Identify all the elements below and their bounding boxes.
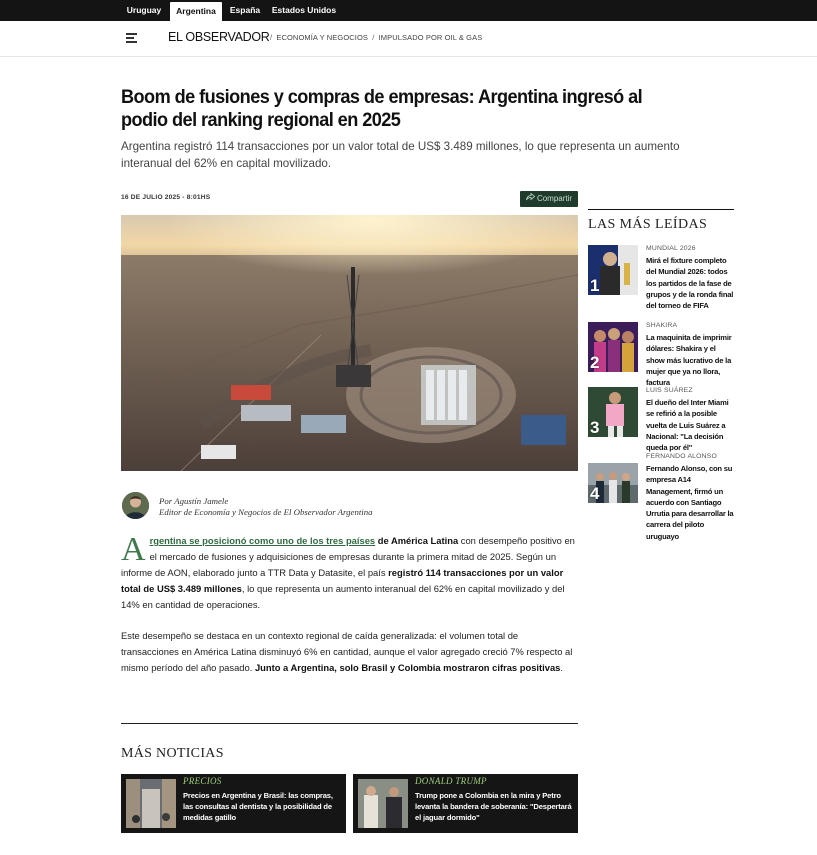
country-tab-argentina[interactable]: Argentina: [170, 2, 222, 21]
hero-image: [121, 215, 578, 471]
share-icon: [526, 191, 535, 207]
breadcrumb-separator: /: [270, 33, 273, 42]
country-tab-espana[interactable]: España: [229, 5, 261, 15]
p2-bold-1: Junto a Argentina, solo Brasil y Colombia mostraron cifras positivas: [254, 662, 561, 673]
section-divider: [121, 723, 578, 724]
most-read-category: MUNDIAL 2026: [646, 245, 696, 252]
breadcrumb: [268, 33, 482, 42]
author-avatar[interactable]: [122, 492, 149, 519]
card-thumbnail: [358, 779, 408, 828]
article-link[interactable]: rgentina se posicionó como uno de los tres países: [149, 535, 376, 546]
country-tab-estados-unidos[interactable]: Estados Unidos: [271, 5, 337, 15]
card-thumbnail: [126, 779, 176, 828]
most-read-category: LUIS SUÁREZ: [646, 387, 693, 394]
p1-text-1: con desempeño positivo en el mercado de fusiones y adquisiciones de empresas durante la primera mitad de 2025. Según un informe de AON, elaborado junto a TTR Data y Datasite, el país: [121, 535, 575, 578]
card-category: DONALD TRUMP: [415, 776, 487, 786]
author-role: Editor de Economía y Negocios de El Observador Argentina: [159, 507, 373, 517]
article-paragraph-2: [121, 628, 576, 676]
dropcap: A: [121, 531, 146, 568]
more-news-title: MÁS NOTICIAS: [121, 746, 224, 761]
most-read-title-text[interactable]: La maquinita de imprimir dólares: Shakira y el show más lucrativo de la mujer que ya no llora, factura: [646, 333, 732, 388]
card-title[interactable]: Trump pone a Colombia en la mira y Petro levanta la bandera de soberanía: "Despertará el jaguar dormido": [415, 791, 572, 822]
card-category: PRECIOS: [183, 776, 222, 786]
p2-text-1: Este desempeño se destaca en un contexto regional de caída generalizada: el volumen total de transacciones en América Latina disminuyó 6% en cantidad, aunque el valor agregado creció 7% respecto al mismo período del año pasado.: [121, 630, 573, 673]
rank-number: 2: [590, 353, 600, 372]
most-read-thumbnail: [588, 245, 638, 295]
most-read-category: FERNANDO ALONSO: [646, 453, 717, 460]
breadcrumb-separator: /: [372, 33, 375, 42]
breadcrumb-economia[interactable]: ECONOMÍA Y NEGOCIOS: [276, 33, 369, 42]
most-read-title-text[interactable]: Mirá el fixture completo del Mundial 2026: todos los partidos de la fase de grupos y de la ronda final del torneo de FIFA: [646, 256, 734, 311]
sidebar-divider: [588, 209, 734, 210]
author-name[interactable]: Por Agustín Jamele: [159, 496, 229, 506]
article-date: 16 DE JULIO 2025 - 8:01HS: [121, 194, 211, 201]
site-header: [0, 21, 817, 57]
rank-number: 1: [590, 276, 600, 295]
country-bar: [0, 0, 817, 21]
menu-icon[interactable]: [126, 33, 137, 42]
site-logo[interactable]: [168, 30, 269, 44]
most-read-title: LAS MÁS LEÍDAS: [588, 217, 708, 232]
article-subtitle: Argentina registró 114 transacciones por un valor total de US$ 3.489 millones, lo que representa un aumento interanual del 62% en capital movilizado.: [121, 140, 680, 170]
more-news-card[interactable]: [121, 774, 346, 833]
most-read-item[interactable]: [588, 453, 734, 541]
most-read-thumbnail: [588, 387, 638, 437]
most-read-item[interactable]: [588, 322, 734, 388]
share-button[interactable]: [520, 191, 578, 207]
country-tab-uruguay[interactable]: Uruguay: [126, 5, 162, 15]
logo-part-observador: OBSERVADOR: [185, 30, 270, 44]
most-read-title-text[interactable]: Fernando Alonso, con su empresa A14 Management, firmó un acuerdo con Santiago Urrutia para desarrollar la carrera del piloto uruguayo: [646, 464, 734, 541]
most-read-title-text[interactable]: El dueño del Inter Miami se refirió a la posible vuelta de Luis Suárez a Nacional: "La decisión queda por él": [646, 398, 729, 453]
breadcrumb-oil-gas[interactable]: IMPULSADO POR OIL & GAS: [378, 33, 483, 42]
article-paragraph-1: [121, 533, 576, 613]
logo-part-el: EL: [168, 30, 183, 44]
share-label: Compartir: [536, 194, 573, 203]
most-read-item[interactable]: [588, 245, 734, 315]
p1-bold-1: de América Latina: [375, 535, 459, 546]
author-info: [159, 496, 373, 518]
rank-number: 4: [590, 484, 600, 503]
most-read-category: SHAKIRA: [646, 322, 678, 329]
p1-text-2: , lo que representa un aumento interanual del 62% en capital movilizado y del 14% en cantidad de operaciones.: [121, 583, 565, 610]
most-read-thumbnail: [588, 463, 638, 503]
most-read-thumbnail: [588, 322, 638, 372]
most-read-item[interactable]: [588, 387, 734, 457]
p2-text-2: .: [560, 662, 563, 673]
more-news-card[interactable]: [353, 774, 578, 833]
p1-bold-2: registró 114 transacciones por un valor total de US$ 3.489 millones: [121, 567, 564, 594]
rank-number: 3: [590, 418, 600, 437]
article-headline: Boom de fusiones y compras de empresas: Argentina ingresó al podio del ranking regional en 2025: [121, 86, 643, 131]
card-title[interactable]: Precios en Argentina y Brasil: las compras, las consultas al dentista y la posibilidad de medidas gatillo: [183, 791, 333, 822]
